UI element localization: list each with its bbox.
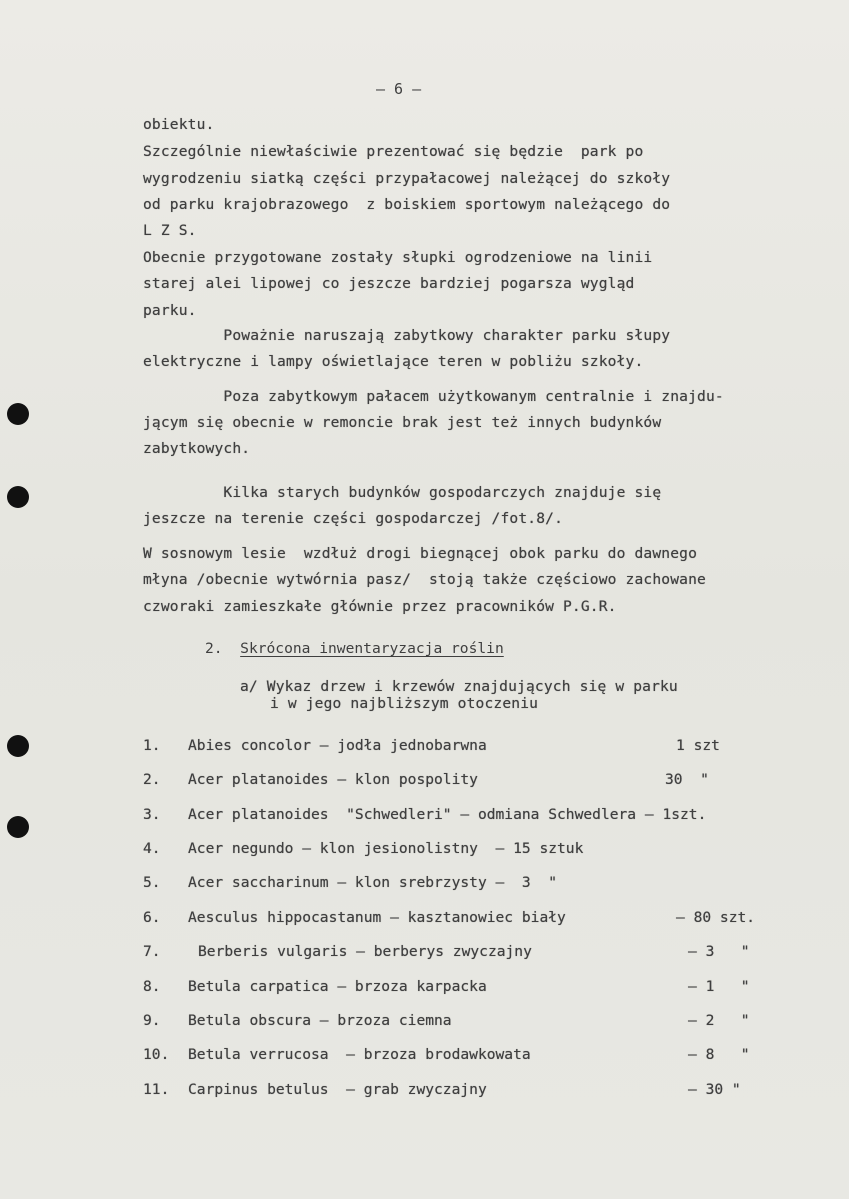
inventory-species: Berberis vulgaris — berberys zwyczajny	[198, 943, 532, 960]
paragraph-line: W sosnowym lesie wzdłuż drogi biegnącej obok parku do dawnego	[143, 545, 698, 562]
inventory-quantity: 1 szt	[676, 737, 720, 754]
inventory-row	[143, 1081, 833, 1103]
inventory-species: Betula carpatica — brzoza karpacka	[188, 978, 487, 995]
paragraph-line: obiektu.	[143, 116, 215, 133]
inventory-number: 10.	[143, 1046, 170, 1063]
inventory-number: 9.	[143, 1012, 161, 1029]
inventory-quantity: — 1 "	[688, 978, 750, 995]
paragraph-line: od parku krajobrazowego z boiskiem sportowym należącego do	[143, 196, 671, 213]
inventory-row	[143, 874, 753, 896]
paragraph-line: L Z S.	[143, 222, 197, 239]
paragraph-line: czworaki zamieszkałe głównie przez pracowników P.G.R.	[143, 598, 617, 615]
inventory-number: 3.	[143, 806, 161, 823]
inventory-species: Betula obscura — brzoza ciemna	[188, 1012, 452, 1029]
inventory-species: Acer platanoides — klon pospolity	[188, 771, 478, 788]
inventory-row	[143, 737, 753, 759]
paragraph-line: zabytkowych.	[143, 440, 251, 457]
inventory-row	[143, 771, 753, 793]
inventory-quantity: — 2 "	[688, 1012, 750, 1029]
punch-hole-1	[7, 403, 29, 425]
paragraph-line: młyna /obecnie wytwórnia pasz/ stoją także częściowo zachowane	[143, 571, 706, 588]
inventory-number: 4.	[143, 840, 161, 857]
paragraph-line: parku.	[143, 302, 197, 319]
inventory-number: 8.	[143, 978, 161, 995]
punch-hole-4	[7, 816, 29, 838]
inventory-row	[143, 909, 833, 931]
inventory-quantity: — 3 "	[688, 943, 750, 960]
inventory-species: Acer platanoides "Schwedleri" — odmiana Schwedlera — 1szt.	[188, 806, 707, 823]
inventory-row	[143, 978, 833, 1000]
inventory-quantity: 30 "	[665, 771, 709, 788]
paragraph-line: Poważnie naruszają zabytkowy charakter parku słupy	[143, 327, 671, 344]
punch-hole-3	[7, 735, 29, 757]
inventory-number: 7.	[143, 943, 161, 960]
inventory-number: 11.	[143, 1081, 170, 1098]
inventory-species: Aesculus hippocastanum — kasztanowiec biały	[188, 909, 566, 926]
inventory-row	[143, 840, 753, 862]
paragraph-line: Obecnie przygotowane zostały słupki ogrodzeniowe na linii	[143, 249, 653, 266]
paragraph-line: jącym się obecnie w remoncie brak jest też innych budynków	[143, 414, 662, 431]
inventory-quantity: — 8 "	[688, 1046, 750, 1063]
inventory-quantity: — 80 szt.	[676, 909, 756, 926]
inventory-species: Acer saccharinum — klon srebrzysty — 3 "	[188, 874, 558, 891]
inventory-row	[143, 1046, 833, 1068]
inventory-quantity: — 30 "	[688, 1081, 741, 1098]
inventory-number: 2.	[143, 771, 161, 788]
inventory-row	[143, 943, 833, 965]
paragraph-line: Kilka starych budynków gospodarczych znajduje się	[143, 484, 662, 501]
section-title: Skrócona inwentaryzacja roślin	[240, 640, 504, 657]
paragraph-line: starej alei lipowej co jeszcze bardziej pogarsza wygląd	[143, 275, 635, 292]
section-number: 2.	[205, 640, 223, 657]
punch-hole-2	[7, 486, 29, 508]
subheading-line-1: a/ Wykaz drzew i krzewów znajdujących się w parku	[240, 678, 678, 695]
inventory-species: Carpinus betulus — grab zwyczajny	[188, 1081, 487, 1098]
inventory-species: Betula verrucosa — brzoza brodawkowata	[188, 1046, 531, 1063]
inventory-species: Acer negundo — klon jesionolistny — 15 sztuk	[188, 840, 584, 857]
subheading-line-2: i w jego najbliższym otoczeniu	[270, 695, 539, 712]
section-heading	[205, 640, 504, 657]
paragraph-line: elektryczne i lampy oświetlające teren w pobliżu szkoły.	[143, 353, 644, 370]
inventory-row	[143, 1012, 833, 1034]
inventory-species: Abies concolor — jodła jednobarwna	[188, 737, 487, 754]
paragraph-line: Szczególnie niewłaściwie prezentować się będzie park po	[143, 143, 644, 160]
inventory-number: 1.	[143, 737, 161, 754]
paragraph-line: wygrodzeniu siatką części przypałacowej należącej do szkoły	[143, 170, 671, 187]
paragraph-line: Poza zabytkowym pałacem użytkowanym centralnie i znajdu-	[143, 388, 724, 405]
inventory-number: 5.	[143, 874, 161, 891]
page-number: — 6 —	[376, 80, 422, 98]
inventory-row	[143, 806, 833, 828]
inventory-number: 6.	[143, 909, 161, 926]
paragraph-line: jeszcze na terenie części gospodarczej /fot.8/.	[143, 510, 564, 527]
